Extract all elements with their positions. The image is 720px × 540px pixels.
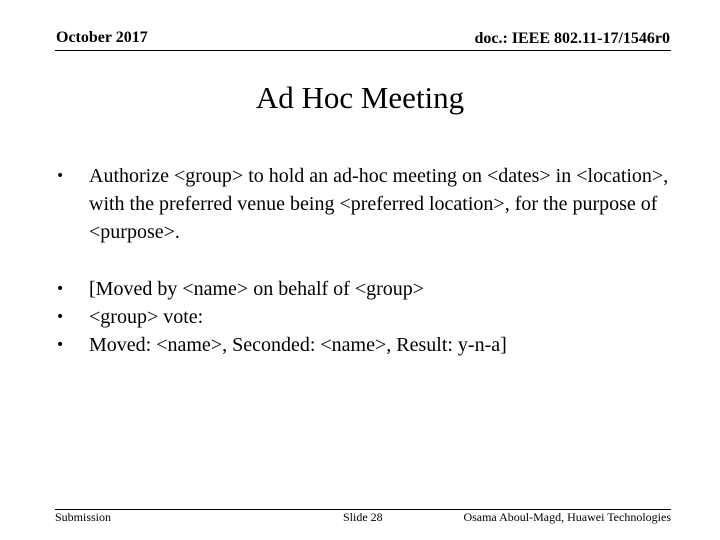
bullet-text: Moved: <name>, Seconded: <name>, Result: y-n-a]: [89, 334, 507, 356]
bullet-icon: •: [56, 337, 65, 353]
list-item: [56, 331, 676, 359]
list-item: [56, 275, 676, 303]
spacer: [56, 246, 676, 275]
footer-submission: Submission: [55, 510, 112, 524]
header-date: October 2017: [56, 29, 148, 46]
bullet-text: <group> vote:: [89, 306, 204, 328]
bullet-icon: •: [56, 168, 65, 184]
list-item: [56, 303, 676, 331]
footer-author: Osama Aboul-Magd, Huawei Technologies: [463, 510, 671, 524]
bullet-list: [56, 162, 676, 359]
bullet-text: [Moved by <name> on behalf of <group>: [89, 278, 425, 300]
header-doc-id: doc.: IEEE 802.11-17/1546r0: [474, 30, 670, 47]
bullet-text: Authorize <group> to hold an ad-hoc meeting on <dates> in <location>, with the preferred venue being <preferred location>, for the purpose of <purpose>.: [89, 165, 669, 243]
header-rule: [55, 50, 671, 51]
slide-title: Ad Hoc Meeting: [255, 80, 465, 115]
bullet-icon: •: [56, 281, 65, 297]
footer-slide-number: Slide 28: [343, 510, 383, 524]
bullet-icon: •: [56, 309, 65, 325]
list-item: [56, 162, 676, 246]
